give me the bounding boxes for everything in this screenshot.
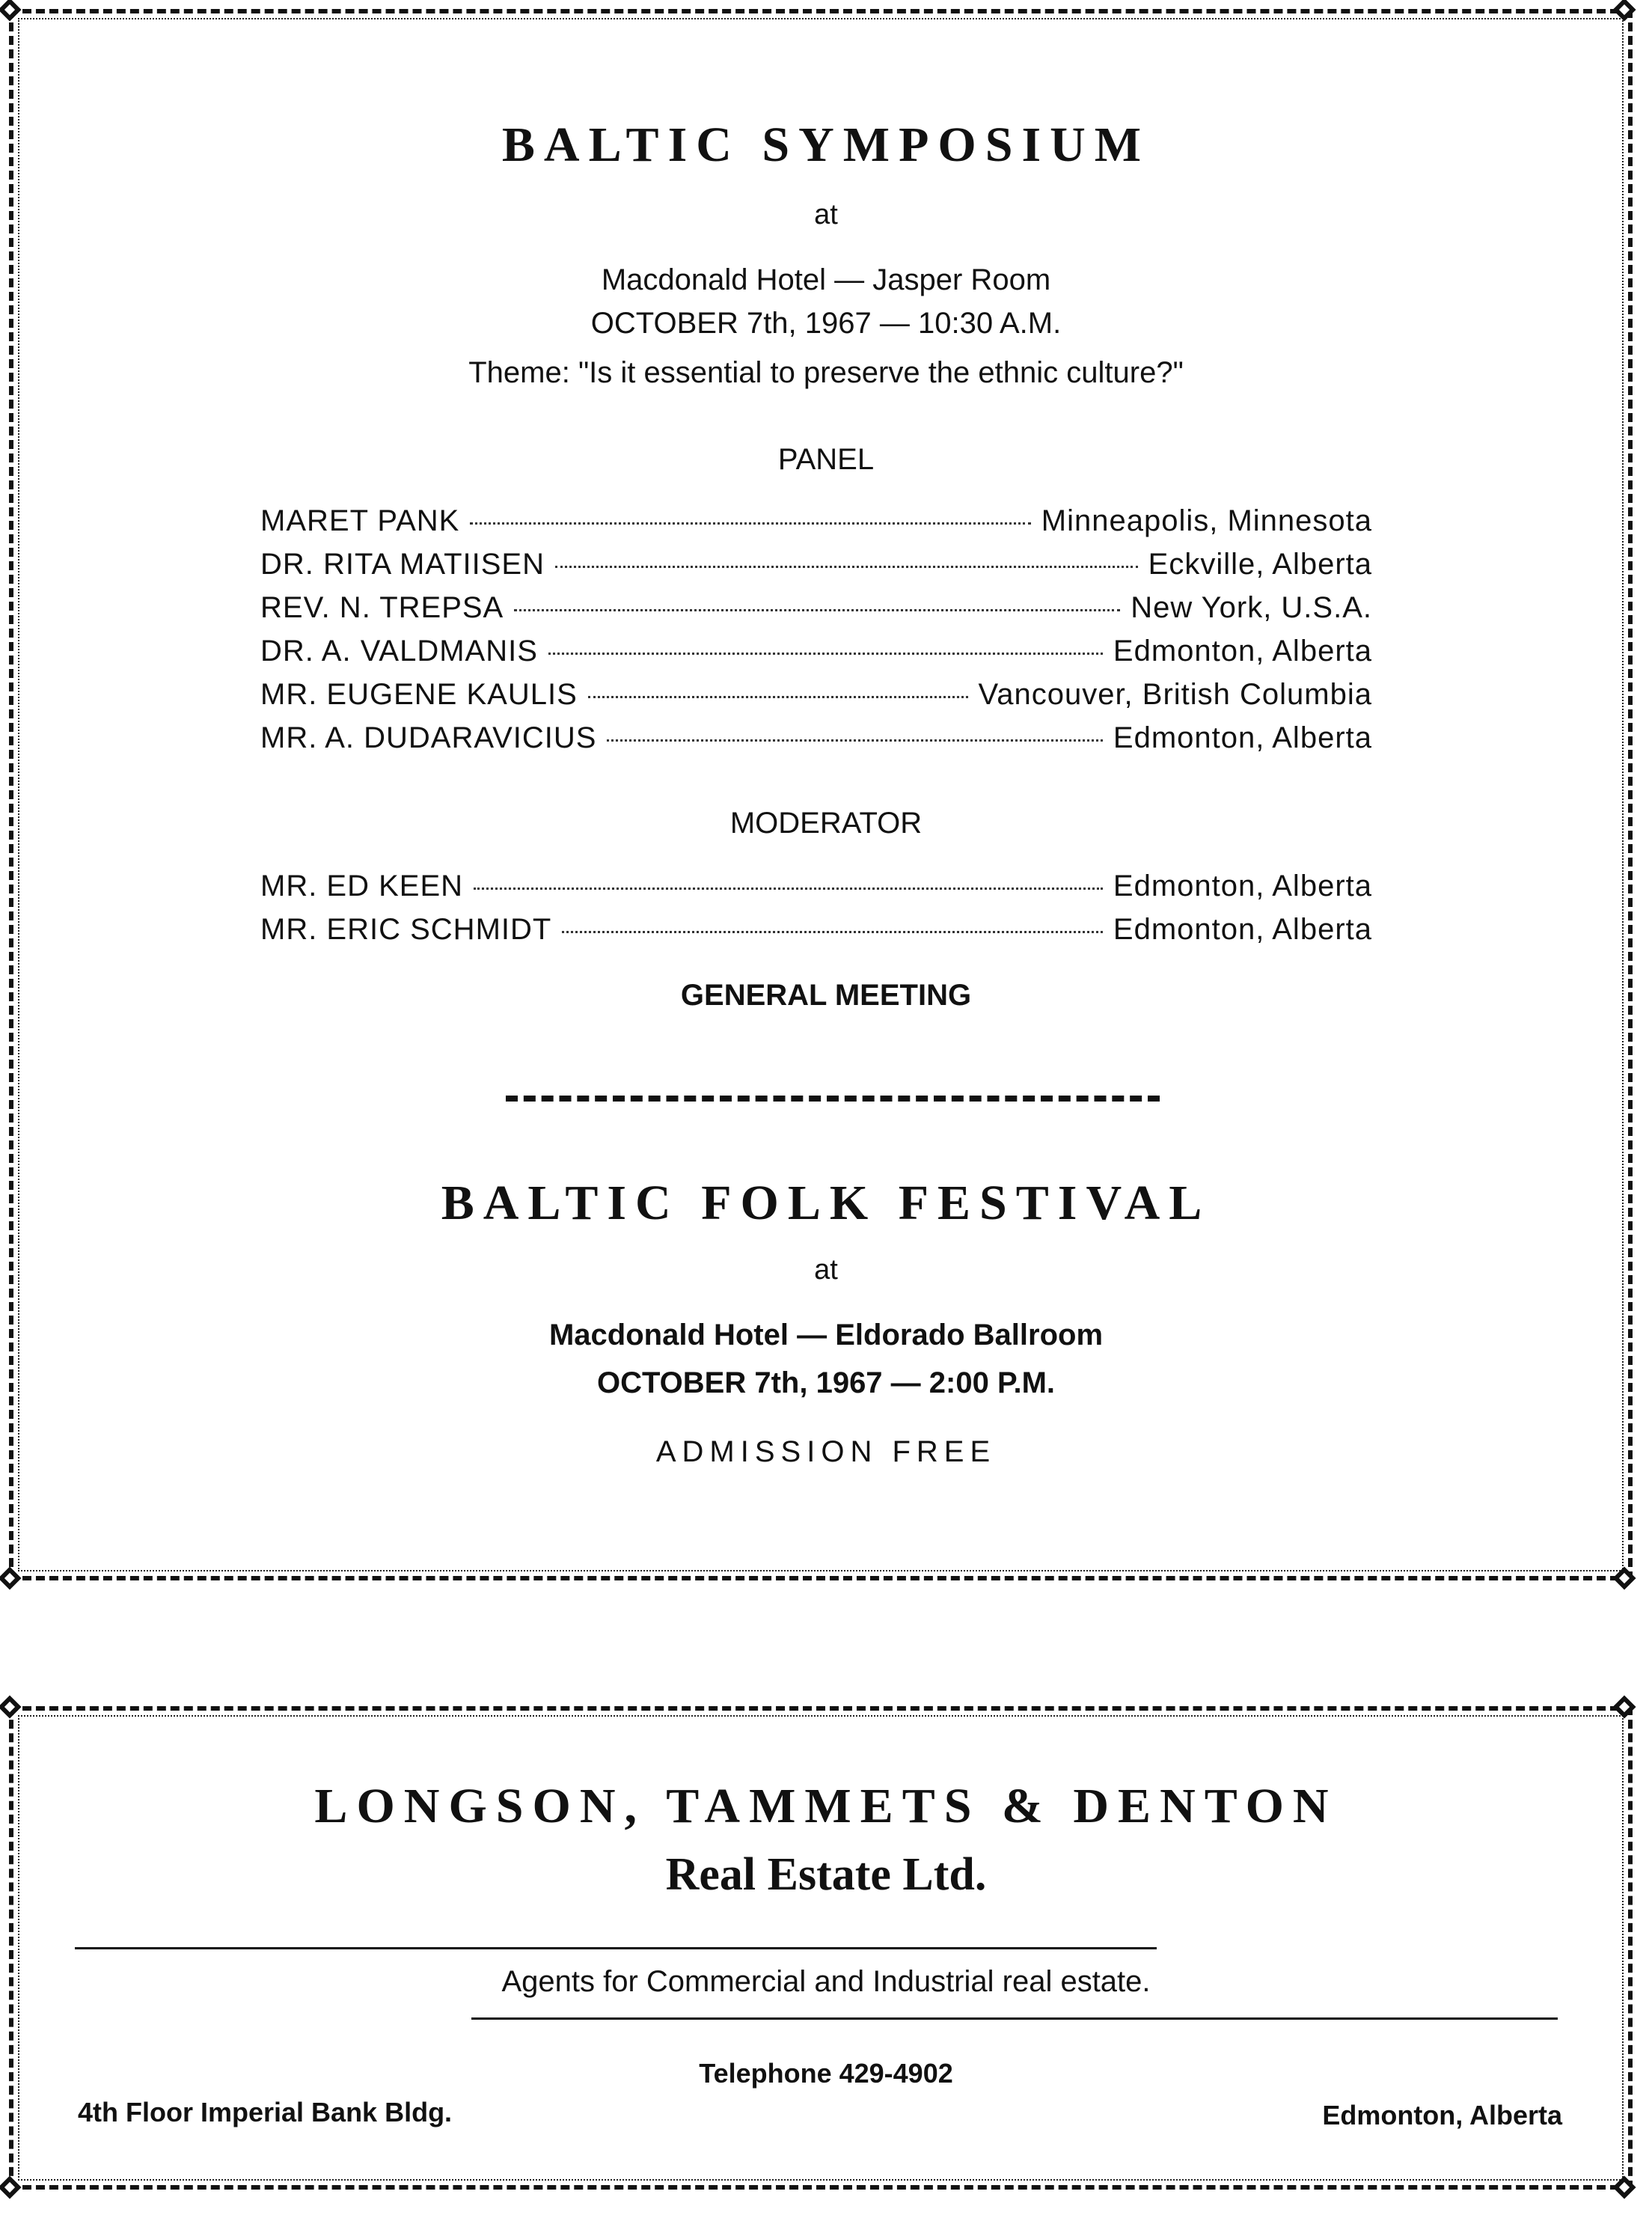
symposium-theme: Theme: "Is it essential to preserve the ethnic culture?" — [468, 356, 1184, 389]
panelist-name: REV. N. TREPSA — [260, 591, 504, 624]
ad-subtitle: Real Estate Ltd. — [665, 1849, 987, 1900]
panel-row — [260, 548, 1372, 581]
ad-tagline: Agents for Commercial and Industrial real estate. — [501, 1965, 1151, 1998]
moderator-place: Edmonton, Alberta — [1113, 913, 1372, 946]
panelist-place: Edmonton, Alberta — [1113, 635, 1372, 668]
moderator-place: Edmonton, Alberta — [1113, 870, 1372, 902]
ad-rule-top — [75, 1947, 1157, 1949]
festival-date-time: OCTOBER 7th, 1967 — 2:00 P.M. — [596, 1366, 1056, 1399]
leader-dots — [470, 522, 1030, 525]
panelist-place: Edmonton, Alberta — [1113, 721, 1372, 754]
moderator-name: MR. ED KEEN — [260, 870, 464, 902]
panelist-place: Eckville, Alberta — [1148, 548, 1372, 581]
panelist-place: Vancouver, British Columbia — [978, 678, 1372, 711]
panel-heading: PANEL — [777, 443, 875, 476]
ad-telephone: Telephone 429-4902 — [699, 2058, 953, 2089]
panel-row — [260, 678, 1372, 712]
symposium-title: BALTIC SYMPOSIUM — [501, 117, 1151, 172]
section-divider — [506, 1096, 1160, 1102]
symposium-venue: Macdonald Hotel — Jasper Room — [601, 263, 1051, 296]
general-meeting: GENERAL MEETING — [680, 979, 972, 1012]
panel-row — [260, 721, 1372, 755]
ad-company-name: LONGSON, TAMMETS & DENTON — [314, 1779, 1338, 1833]
leader-dots — [548, 653, 1103, 655]
panelist-place: Minneapolis, Minnesota — [1041, 504, 1372, 537]
leader-dots — [474, 888, 1103, 890]
panelist-name: MR. EUGENE KAULIS — [260, 678, 578, 711]
panelist-place: New York, U.S.A. — [1131, 591, 1372, 624]
festival-title: BALTIC FOLK FESTIVAL — [441, 1176, 1211, 1230]
leader-dots — [514, 609, 1120, 611]
symposium-at: at — [814, 199, 838, 230]
symposium-date-time: OCTOBER 7th, 1967 — 10:30 A.M. — [590, 307, 1062, 340]
moderator-row — [260, 913, 1372, 947]
panel-row — [260, 635, 1372, 668]
leader-dots — [562, 931, 1103, 933]
leader-dots — [588, 696, 968, 698]
panel-row — [260, 591, 1372, 625]
leader-dots — [555, 566, 1138, 568]
moderator-heading: MODERATOR — [729, 807, 923, 840]
ad-rule-bottom — [471, 2017, 1558, 2020]
panelist-name: DR. A. VALDMANIS — [260, 635, 538, 668]
ad-address: 4th Floor Imperial Bank Bldg. — [78, 2097, 453, 2127]
moderator-name: MR. ERIC SCHMIDT — [260, 913, 552, 946]
festival-venue: Macdonald Hotel — Eldorado Ballroom — [548, 1319, 1104, 1351]
moderator-row — [260, 870, 1372, 903]
ad-city: Edmonton, Alberta — [1322, 2100, 1562, 2130]
panelist-name: MARET PANK — [260, 504, 460, 537]
panelist-name: DR. RITA MATIISEN — [260, 548, 545, 581]
panel-row — [260, 504, 1372, 538]
admission-free: ADMISSION FREE — [655, 1435, 997, 1468]
festival-at: at — [814, 1254, 838, 1286]
leader-dots — [607, 739, 1102, 742]
panelist-name: MR. A. DUDARAVICIUS — [260, 721, 597, 754]
